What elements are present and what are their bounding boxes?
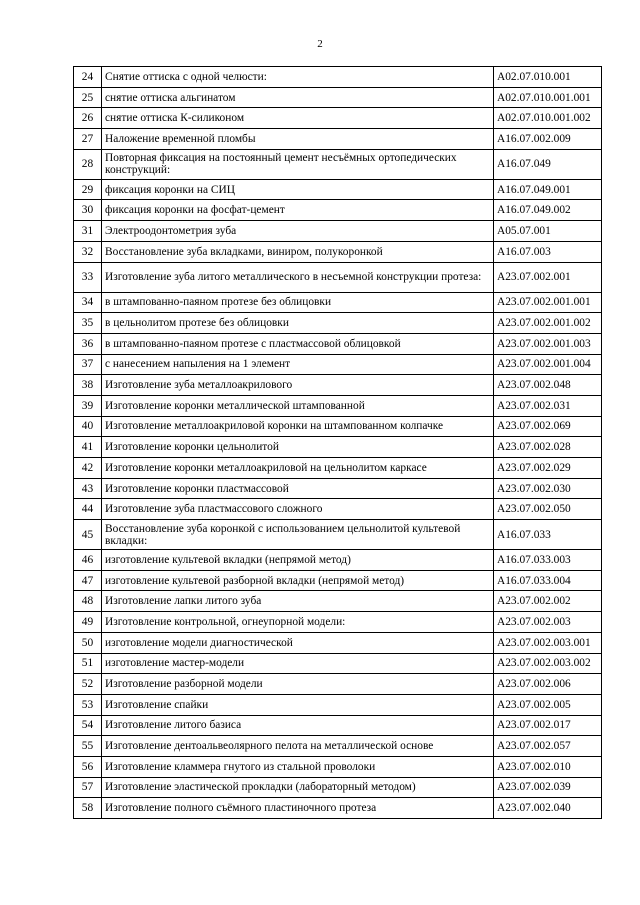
service-name-cell: в цельнолитом протезе без облицовки (102, 313, 494, 334)
row-number-cell: 38 (74, 375, 102, 396)
service-code-cell: А23.07.002.001.003 (494, 333, 602, 354)
row-number-cell: 47 (74, 570, 102, 591)
service-name-cell: Изготовление коронки пластмассовой (102, 478, 494, 499)
service-code-cell: А02.07.010.001.001 (494, 87, 602, 108)
service-name-cell: Восстановление зуба вкладками, виниром, полукоронкой (102, 241, 494, 262)
service-code-cell: А23.07.002.039 (494, 777, 602, 798)
table-row (74, 478, 602, 499)
service-name-cell: Электроодонтометрия зуба (102, 221, 494, 242)
row-number-cell: 35 (74, 313, 102, 334)
service-code-cell: А02.07.010.001.002 (494, 108, 602, 129)
row-number-cell: 33 (74, 262, 102, 292)
page-number: 2 (317, 38, 323, 50)
service-name-cell: Изготовление эластической прокладки (лабораторный методом) (102, 777, 494, 798)
service-name-cell: Изготовление разборной модели (102, 674, 494, 695)
row-number-cell: 53 (74, 694, 102, 715)
row-number-cell: 44 (74, 499, 102, 520)
table-row (74, 87, 602, 108)
service-code-cell: А23.07.002.002 (494, 591, 602, 612)
table-row (74, 221, 602, 242)
row-number-cell: 54 (74, 715, 102, 736)
service-code-cell: А23.07.002.001.002 (494, 313, 602, 334)
service-name-cell: Изготовление металлоакриловой коронки на штампованном колпачке (102, 416, 494, 437)
row-number-cell: 40 (74, 416, 102, 437)
service-name-cell: изготовление мастер-модели (102, 653, 494, 674)
table-row (74, 437, 602, 458)
row-number-cell: 57 (74, 777, 102, 798)
row-number-cell: 46 (74, 550, 102, 571)
service-code-cell: А23.07.002.003.001 (494, 632, 602, 653)
service-code-cell: А16.07.033 (494, 520, 602, 550)
row-number-cell: 50 (74, 632, 102, 653)
services-table (73, 66, 602, 819)
service-name-cell: Изготовление кламмера гнутого из стальной проволоки (102, 756, 494, 777)
row-number-cell: 41 (74, 437, 102, 458)
row-number-cell: 58 (74, 798, 102, 819)
table-row (74, 550, 602, 571)
row-number-cell: 37 (74, 354, 102, 375)
table-row (74, 129, 602, 150)
service-code-cell: А16.07.049 (494, 149, 602, 179)
service-code-cell: А02.07.010.001 (494, 67, 602, 88)
row-number-cell: 27 (74, 129, 102, 150)
table-row (74, 694, 602, 715)
table-row (74, 715, 602, 736)
service-code-cell: А23.07.002.017 (494, 715, 602, 736)
row-number-cell: 42 (74, 458, 102, 479)
row-number-cell: 55 (74, 736, 102, 757)
table-row (74, 653, 602, 674)
table-row (74, 313, 602, 334)
service-name-cell: снятие оттиска К-силиконом (102, 108, 494, 129)
row-number-cell: 34 (74, 292, 102, 313)
service-name-cell: изготовление модели диагностической (102, 632, 494, 653)
row-number-cell: 25 (74, 87, 102, 108)
service-name-cell: Изготовление литого базиса (102, 715, 494, 736)
service-name-cell: снятие оттиска альгинатом (102, 87, 494, 108)
service-name-cell: Восстановление зуба коронкой с использованием цельнолитой культевой вкладки: (102, 520, 494, 550)
table-row (74, 333, 602, 354)
service-code-cell: А16.07.033.003 (494, 550, 602, 571)
service-name-cell: Изготовление зуба металлоакрилового (102, 375, 494, 396)
table-row (74, 149, 602, 179)
service-code-cell: А23.07.002.040 (494, 798, 602, 819)
table-row (74, 674, 602, 695)
row-number-cell: 30 (74, 200, 102, 221)
service-code-cell: А23.07.002.003.002 (494, 653, 602, 674)
service-code-cell: А23.07.002.069 (494, 416, 602, 437)
service-name-cell: фиксация коронки на СИЦ (102, 179, 494, 200)
table-row (74, 262, 602, 292)
table-row (74, 108, 602, 129)
service-code-cell: А23.07.002.001.001 (494, 292, 602, 313)
service-code-cell: А23.07.002.031 (494, 395, 602, 416)
service-name-cell: с нанесением напыления на 1 элемент (102, 354, 494, 375)
table-row (74, 200, 602, 221)
table-row (74, 416, 602, 437)
service-code-cell: А23.07.002.010 (494, 756, 602, 777)
service-name-cell: Изготовление коронки металлоакриловой на цельнолитом каркасе (102, 458, 494, 479)
service-name-cell: Повторная фиксация на постоянный цемент несъёмных ортопедических конструкций: (102, 149, 494, 179)
service-name-cell: Изготовление спайки (102, 694, 494, 715)
row-number-cell: 45 (74, 520, 102, 550)
service-code-cell: А16.07.049.001 (494, 179, 602, 200)
row-number-cell: 31 (74, 221, 102, 242)
row-number-cell: 36 (74, 333, 102, 354)
service-name-cell: Изготовление коронки металлической штампованной (102, 395, 494, 416)
service-name-cell: Изготовление контрольной, огнеупорной модели: (102, 612, 494, 633)
service-code-cell: А16.07.033.004 (494, 570, 602, 591)
row-number-cell: 51 (74, 653, 102, 674)
service-code-cell: А23.07.002.006 (494, 674, 602, 695)
service-name-cell: Изготовление полного съёмного пластиночного протеза (102, 798, 494, 819)
service-name-cell: фиксация коронки на фосфат-цемент (102, 200, 494, 221)
service-code-cell: А23.07.002.050 (494, 499, 602, 520)
table-row (74, 798, 602, 819)
table-row (74, 736, 602, 757)
table-row (74, 520, 602, 550)
service-code-cell: А23.07.002.030 (494, 478, 602, 499)
row-number-cell: 28 (74, 149, 102, 179)
table-row (74, 570, 602, 591)
row-number-cell: 24 (74, 67, 102, 88)
services-table-body (74, 67, 602, 819)
service-name-cell: изготовление культевой вкладки (непрямой метод) (102, 550, 494, 571)
table-row (74, 591, 602, 612)
table-row (74, 777, 602, 798)
table-row (74, 67, 602, 88)
service-code-cell: А23.07.002.057 (494, 736, 602, 757)
service-code-cell: А16.07.002.009 (494, 129, 602, 150)
service-code-cell: А23.07.002.005 (494, 694, 602, 715)
table-row (74, 395, 602, 416)
service-code-cell: А23.07.002.048 (494, 375, 602, 396)
service-code-cell: А23.07.002.029 (494, 458, 602, 479)
table-row (74, 458, 602, 479)
service-name-cell: в штампованно-паяном протезе с пластмассовой облицовкой (102, 333, 494, 354)
service-name-cell: Изготовление коронки цельнолитой (102, 437, 494, 458)
service-code-cell: А23.07.002.028 (494, 437, 602, 458)
service-code-cell: А16.07.003 (494, 241, 602, 262)
service-code-cell: А05.07.001 (494, 221, 602, 242)
row-number-cell: 39 (74, 395, 102, 416)
row-number-cell: 29 (74, 179, 102, 200)
row-number-cell: 52 (74, 674, 102, 695)
table-row (74, 375, 602, 396)
service-name-cell: Изготовление зуба пластмассового сложного (102, 499, 494, 520)
service-code-cell: А16.07.049.002 (494, 200, 602, 221)
table-row (74, 632, 602, 653)
service-code-cell: А23.07.002.001.004 (494, 354, 602, 375)
service-name-cell: Изготовление дентоальвеолярного пелота на металлической основе (102, 736, 494, 757)
service-name-cell: Снятие оттиска с одной челюсти: (102, 67, 494, 88)
table-row (74, 756, 602, 777)
row-number-cell: 43 (74, 478, 102, 499)
row-number-cell: 49 (74, 612, 102, 633)
table-row (74, 499, 602, 520)
service-name-cell: Наложение временной пломбы (102, 129, 494, 150)
table-row (74, 354, 602, 375)
service-name-cell: в штампованно-паяном протезе без облицовки (102, 292, 494, 313)
row-number-cell: 26 (74, 108, 102, 129)
table-row (74, 241, 602, 262)
table-row (74, 179, 602, 200)
table-row (74, 612, 602, 633)
row-number-cell: 32 (74, 241, 102, 262)
service-code-cell: А23.07.002.001 (494, 262, 602, 292)
row-number-cell: 48 (74, 591, 102, 612)
table-row (74, 292, 602, 313)
service-code-cell: А23.07.002.003 (494, 612, 602, 633)
service-name-cell: изготовление культевой разборной вкладки (непрямой метод) (102, 570, 494, 591)
row-number-cell: 56 (74, 756, 102, 777)
service-name-cell: Изготовление лапки литого зуба (102, 591, 494, 612)
service-name-cell: Изготовление зуба литого металлического в несъемной конструкции протеза: (102, 262, 494, 292)
